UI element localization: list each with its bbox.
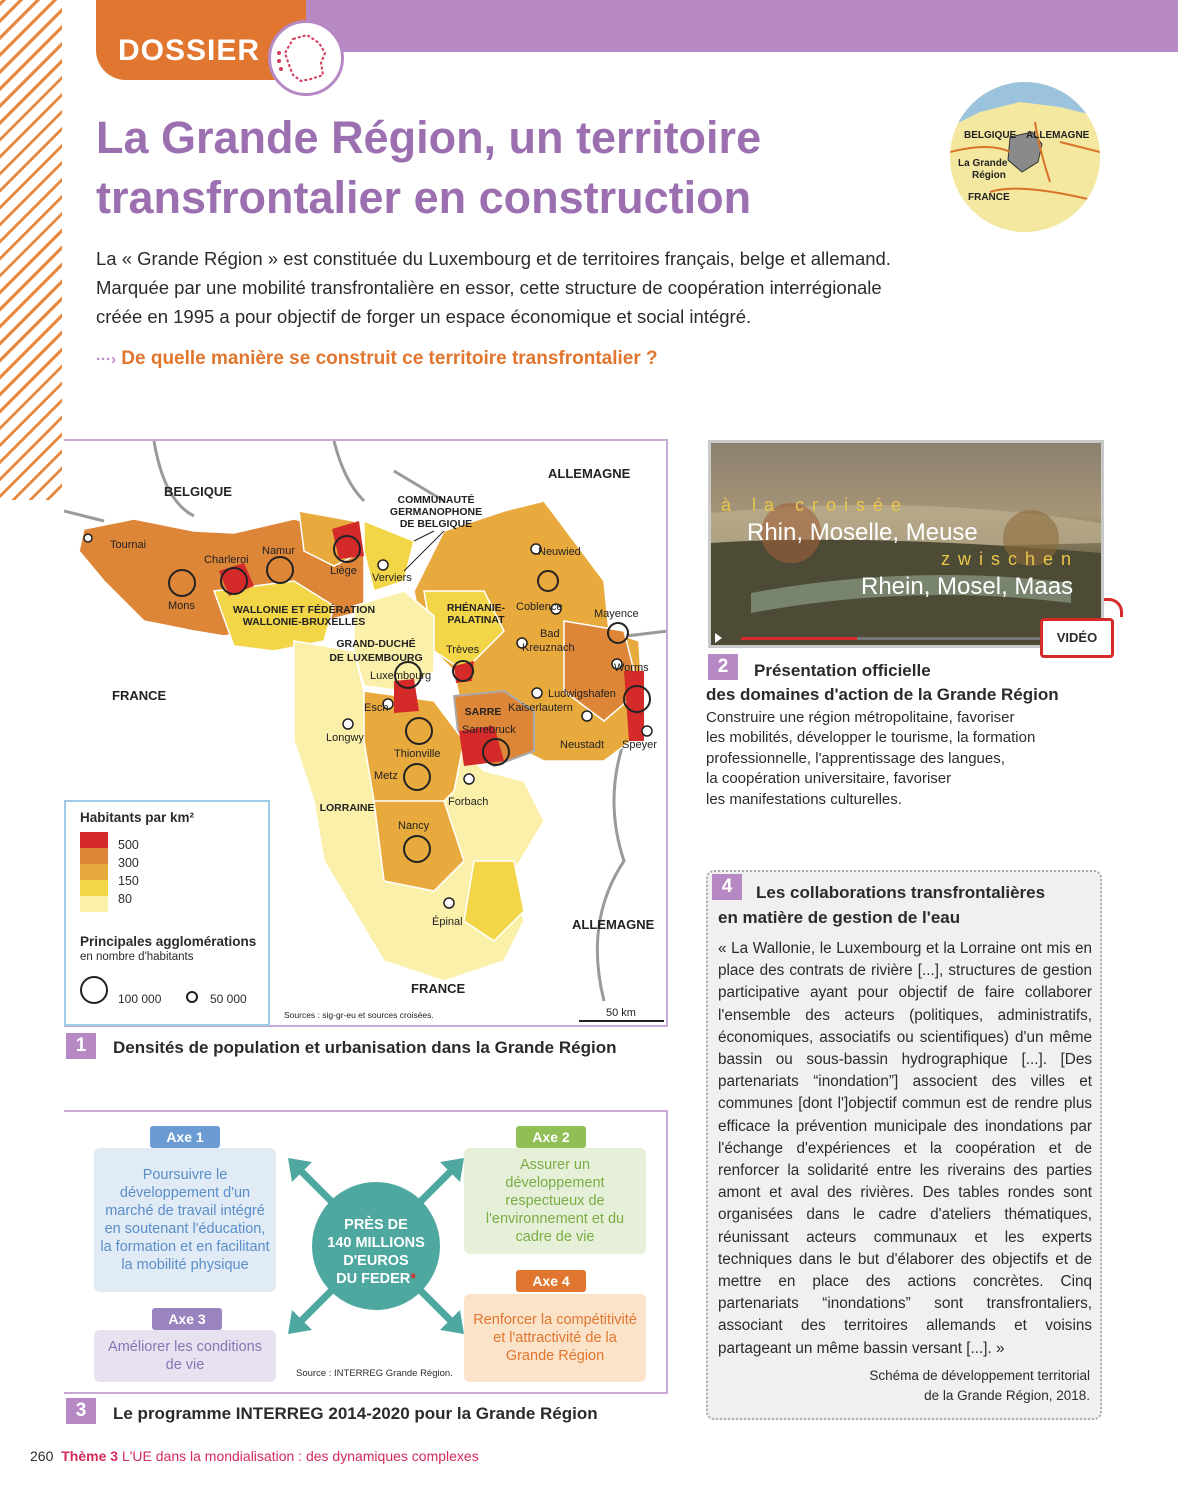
svg-text:Kaiserlautern: Kaiserlautern: [508, 702, 573, 714]
france-outline-icon: [268, 20, 344, 96]
doc4-source: Schéma de développement territorial de la Grande Région, 2018.: [869, 1368, 1090, 1403]
doc3-caption: Le programme INTERREG 2014-2020 pour la Grande Région: [113, 1404, 598, 1423]
svg-text:GRAND-DUCHÉ: GRAND-DUCHÉ: [336, 638, 416, 650]
svg-text:Charleroi: Charleroi: [204, 554, 249, 566]
agglo-legend-title: Principales agglomérations: [80, 934, 257, 949]
video-badge[interactable]: VIDÉO: [1040, 618, 1114, 658]
svg-text:ALLEMAGNE: ALLEMAGNE: [1026, 130, 1090, 141]
small-city-symbol: [186, 991, 198, 1003]
svg-text:RHÉNANIE-: RHÉNANIE-: [446, 602, 506, 614]
svg-text:Forbach: Forbach: [448, 796, 489, 808]
axis4-box: Renforcer la compétitivité et l'attractivité de la Grande Région: [464, 1294, 646, 1382]
doc2-title: Présentation officielle des domaines d'action de la Grande Région: [706, 661, 1059, 704]
svg-text:FRANCE: FRANCE: [112, 688, 167, 703]
svg-text:Verviers: Verviers: [372, 572, 412, 584]
video-player[interactable]: à la croisée Rhin, Moselle, Meuse zwischen Rhein, Mosel, Maas: [708, 440, 1104, 648]
svg-text:ALLEMAGNE: ALLEMAGNE: [548, 466, 631, 481]
svg-text:FRANCE: FRANCE: [411, 981, 466, 996]
doc3-number: 3: [66, 1398, 96, 1424]
doc2-number: 2: [708, 654, 738, 680]
doc4-title: Les collaborations transfrontalières en matière de gestion de l'eau: [718, 883, 1046, 927]
dotted-arrow-icon: ···›: [96, 351, 116, 368]
page-number: 260: [30, 1448, 54, 1464]
axis2-box: Assurer un développement respectueux de l'environnement et du cadre de vie: [464, 1148, 646, 1254]
svg-text:Région: Région: [972, 170, 1006, 181]
svg-text:Coblence: Coblence: [516, 601, 563, 613]
axis1-box: Poursuivre le développement d'un marché de travail intégré en soutenant l'éducation, la formation et en facilitant la mobilité physique: [94, 1148, 276, 1292]
dossier-label: DOSSIER: [118, 34, 261, 67]
axis2-tag: Axe 2: [516, 1126, 586, 1148]
svg-text:LORRAINE: LORRAINE: [319, 802, 375, 814]
decorative-hatch: [0, 0, 62, 500]
interreg-program: [64, 1110, 668, 1394]
svg-text:Kreuznach: Kreuznach: [522, 642, 575, 654]
svg-text:Namur: Namur: [262, 545, 296, 557]
axis3-tag: Axe 3: [152, 1308, 222, 1330]
svg-text:GERMANOPHONE: GERMANOPHONE: [389, 506, 483, 518]
svg-text:BELGIQUE: BELGIQUE: [164, 484, 232, 499]
svg-text:Sarrebruck: Sarrebruck: [462, 724, 516, 736]
svg-text:Nancy: Nancy: [398, 820, 430, 832]
large-city-symbol: [80, 976, 108, 1004]
svg-text:La Grande: La Grande: [958, 158, 1008, 169]
page-footer: [30, 1448, 479, 1464]
svg-text:DE LUXEMBOURG: DE LUXEMBOURG: [329, 652, 423, 664]
svg-text:Ludwigshafen: Ludwigshafen: [548, 688, 616, 700]
doc1-number: 1: [66, 1033, 96, 1059]
problem-question: ···› De quelle manière se construit ce territoire transfrontalier ?: [96, 348, 658, 369]
svg-text:Speyer: Speyer: [622, 739, 657, 751]
locator-map: [950, 82, 1100, 232]
svg-text:Esch: Esch: [364, 702, 389, 714]
density-legend-title: Habitants par km²: [80, 810, 195, 825]
svg-text:BELGIQUE: BELGIQUE: [964, 130, 1017, 141]
svg-text:WALLONIE ET FÉDÉRATION: WALLONIE ET FÉDÉRATION: [232, 604, 376, 616]
svg-text:PALATINAT: PALATINAT: [447, 614, 505, 626]
theme-label: Thème 3: [61, 1448, 119, 1464]
svg-text:Bad: Bad: [540, 628, 560, 640]
svg-text:Mons: Mons: [168, 600, 195, 612]
intro-text: La « Grande Région » est constituée du Luxembourg et de territoires français, belge et allemand. Marquée par une mobilité transfrontalière en essor, cette structure de coopération interrégionale créée en 1995 a pour objectif de forger un espace économique et social intégré.: [96, 248, 891, 327]
svg-text:Luxembourg: Luxembourg: [370, 670, 432, 682]
svg-text:Liège: Liège: [330, 565, 357, 577]
svg-text:Worms: Worms: [614, 662, 649, 674]
doc1-caption: Densités de population et urbanisation dans la Grande Région: [113, 1038, 617, 1057]
svg-text:Sources : sig-gr-eu et sources: Sources : sig-gr-eu et sources croisées.: [284, 1010, 434, 1020]
map-legend: Habitants par km² 500 300 150 80 Principales agglomérations en nombre d'habitants 100 000 50 000: [64, 800, 270, 1026]
svg-text:Mayence: Mayence: [594, 608, 639, 620]
header-band: [300, 0, 1178, 52]
doc4-quote: « La Wallonie, le Luxembourg et la Lorraine ont mis en place des contrats de rivière [...], structures de gestion participative ayant pour objectif de faire collaborer l'ensemble des acteurs (politiques, administratifs, économiques, associatifs ou scientifiques) d'un même bassin ou sous-bassin hydrographique [...]. [Des partenariats “inondation”] associent des villes et communes [dont l']objectif commun est de rendre plus efficace la prévention municipale des inondations par l'échange d'expériences et la coopération et de renforcer la solidarité entre les riverains des parties amont et aval des rivières. Des tables rondes sont organisées dans le cadre d'ateliers thématiques, réunissant acteurs communaux et les experts techniques dans le but d'élaborer des objectifs et de mettre en place des actions concrètes. Cinq partenariats “inondations” sont transfrontaliers, associant des territoires allemands et voisins partageant un même bassin versant [...]. »: [718, 940, 1092, 1357]
feder-amount: PRÈS DE 140 MILLIONS D'EUROS DU FEDER*: [327, 1217, 425, 1287]
density-scale: [80, 832, 108, 912]
theme-text: L'UE dans la mondialisation : des dynamiques complexes: [121, 1448, 479, 1464]
play-icon[interactable]: [715, 633, 722, 643]
axis1-tag: Axe 1: [150, 1126, 220, 1148]
doc4-number: 4: [712, 874, 742, 900]
svg-text:COMMUNAUTÉ: COMMUNAUTÉ: [397, 494, 475, 506]
svg-text:Metz: Metz: [374, 770, 398, 782]
doc2-description: Construire une région métropolitaine, favoriser les mobilités, développer le tourisme, la formation professionnelle, l'apprentissage des langues, la coopération universitaire, favoriser les manifestations culturelles.: [706, 709, 1036, 808]
svg-text:Thionville: Thionville: [394, 748, 441, 760]
doc3-source: Source : INTERREG Grande Région.: [296, 1368, 453, 1379]
video-progress-bar[interactable]: [741, 637, 1081, 640]
svg-text:WALLONIE-BRUXELLES: WALLONIE-BRUXELLES: [242, 616, 366, 628]
svg-text:FRANCE: FRANCE: [968, 192, 1010, 203]
page-title: La Grande Région, un territoire transfrontalier en construction: [96, 112, 762, 223]
svg-text:Neustadt: Neustadt: [560, 739, 605, 751]
svg-text:DE BELGIQUE: DE BELGIQUE: [399, 518, 473, 530]
svg-text:Longwy: Longwy: [326, 732, 364, 744]
svg-text:Trèves: Trèves: [446, 644, 480, 656]
svg-text:ALLEMAGNE: ALLEMAGNE: [572, 917, 655, 932]
svg-text:Neuwied: Neuwied: [538, 546, 581, 558]
svg-text:SARRE: SARRE: [464, 706, 502, 718]
svg-text:Épinal: Épinal: [432, 916, 463, 928]
signal-icon: [1104, 598, 1123, 617]
svg-text:50 km: 50 km: [606, 1007, 636, 1019]
svg-text:Tournai: Tournai: [110, 539, 147, 551]
axis3-box: Améliorer les conditions de vie: [94, 1330, 276, 1382]
axis4-tag: Axe 4: [516, 1270, 586, 1292]
